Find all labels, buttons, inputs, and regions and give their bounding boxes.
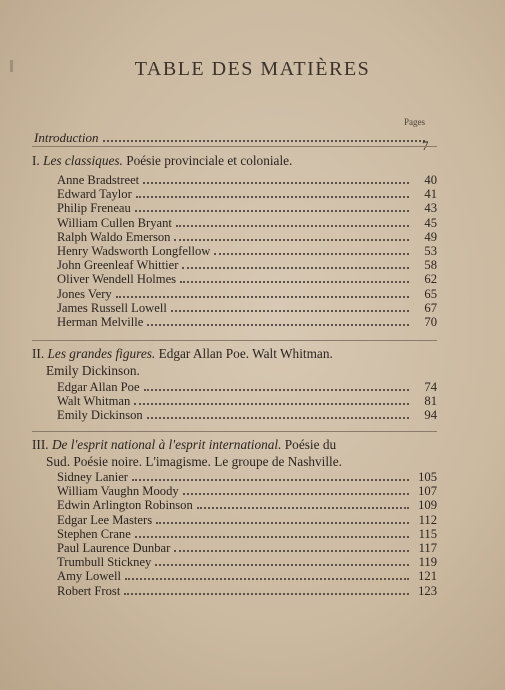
- entry-name: Stephen Crane: [57, 526, 131, 541]
- entry-page: 58: [424, 258, 437, 273]
- toc-entry[interactable]: [57, 315, 437, 329]
- toc-entry[interactable]: [57, 555, 437, 569]
- entry-name: Walt Whitman: [57, 394, 131, 409]
- toc-entry[interactable]: [57, 584, 437, 598]
- entry-page: 121: [418, 569, 437, 584]
- entry-name: Edgar Allan Poe: [57, 380, 140, 394]
- toc-entry[interactable]: [57, 173, 437, 187]
- entry-page: 40: [424, 173, 437, 187]
- entry-page: 70: [424, 314, 437, 329]
- entry-page: 45: [424, 215, 437, 230]
- entry-page: 7: [422, 138, 429, 153]
- entry-name: Edwin Arlington Robinson: [57, 498, 193, 513]
- entry-page: 65: [424, 286, 437, 301]
- entry-page: 94: [424, 408, 437, 423]
- section-entries: [57, 380, 437, 423]
- section-number: II.: [32, 346, 45, 361]
- leader-dots: [132, 479, 409, 481]
- section-title: De l'esprit national à l'esprit international.: [51, 437, 282, 452]
- entry-name: Ralph Waldo Emerson: [57, 229, 171, 244]
- leader-dots: [134, 403, 409, 405]
- toc-entry[interactable]: [57, 498, 437, 512]
- leader-dots: [183, 493, 409, 495]
- toc-entry[interactable]: [57, 258, 437, 272]
- entry-page: 67: [424, 300, 437, 315]
- entry-name: William Vaughn Moody: [57, 484, 179, 499]
- entry-name: Emily Dickinson: [57, 408, 143, 423]
- toc-entry[interactable]: [57, 569, 437, 583]
- entry-name: Oliver Wendell Holmes: [57, 272, 177, 287]
- leader-dots: [180, 281, 409, 283]
- toc-entry[interactable]: [57, 470, 437, 484]
- toc-entry[interactable]: [57, 216, 437, 230]
- entry-page: 81: [424, 394, 437, 409]
- section-divider: [32, 431, 437, 432]
- section-title: Les classiques.: [43, 153, 123, 168]
- entry-page: 109: [418, 498, 437, 513]
- toc-entry[interactable]: [57, 380, 437, 394]
- section-divider: [32, 146, 437, 147]
- entry-page: 117: [418, 540, 437, 555]
- toc-entry[interactable]: [57, 230, 437, 244]
- entry-name: Anne Bradstreet: [57, 173, 140, 187]
- entry-page: 74: [424, 380, 437, 394]
- entry-page: 41: [424, 187, 437, 202]
- toc-entry[interactable]: [57, 484, 437, 498]
- leader-dots: [136, 196, 409, 198]
- entry-name: Philip Freneau: [57, 201, 131, 216]
- entry-name: Amy Lowell: [57, 569, 122, 584]
- entry-page: 49: [424, 229, 437, 244]
- entry-page: 43: [424, 201, 437, 216]
- entry-name: Henry Wadsworth Longfellow: [57, 243, 211, 258]
- leader-dots: [144, 389, 409, 391]
- leader-dots: [171, 310, 409, 312]
- toc-entry-introduction[interactable]: [34, 130, 429, 153]
- leader-dots: [147, 324, 409, 326]
- entry-label: Introduction: [34, 130, 99, 145]
- toc-entry[interactable]: [57, 287, 437, 301]
- entry-name: Robert Frost: [57, 583, 121, 598]
- pages-column-label: Pages: [404, 117, 425, 127]
- toc-entry[interactable]: [57, 541, 437, 555]
- section-divider: [32, 340, 437, 341]
- leader-dots: [156, 522, 409, 524]
- entry-name: Trumbull Stickney: [57, 555, 152, 570]
- section-subtitle: Poésie provinciale et coloniale.: [126, 153, 293, 168]
- toc-entry[interactable]: [57, 394, 437, 408]
- entry-page: 53: [424, 243, 437, 258]
- leader-dots: [147, 417, 409, 419]
- entry-name: Sidney Lanier: [57, 470, 128, 484]
- leader-dots: [116, 296, 409, 298]
- leader-dots: [155, 564, 409, 566]
- toc-entry[interactable]: [57, 301, 437, 315]
- section-number: I.: [32, 153, 40, 168]
- entry-name: Herman Melville: [57, 314, 144, 329]
- section-subtitle: Edgar Allan Poe. Walt Whitman.: [158, 346, 333, 361]
- entry-page: 115: [418, 526, 437, 541]
- entry-page: 112: [418, 512, 437, 527]
- leader-dots: [214, 253, 409, 255]
- leader-dots: [103, 140, 425, 142]
- toc-entry[interactable]: [57, 272, 437, 286]
- entry-page: 119: [418, 555, 437, 570]
- leader-dots: [174, 239, 409, 241]
- leader-dots: [143, 182, 409, 184]
- entry-name: Paul Laurence Dunbar: [57, 540, 171, 555]
- leader-dots: [135, 536, 409, 538]
- section-entries: [57, 173, 437, 329]
- leader-dots: [182, 267, 409, 269]
- leader-dots: [124, 593, 409, 595]
- leader-dots: [197, 507, 409, 509]
- entry-name: Edward Taylor: [57, 187, 132, 202]
- section-subtitle-continued: Sud. Poésie noire. L'imagisme. Le groupe de Nashville.: [46, 454, 342, 469]
- leader-dots: [135, 210, 409, 212]
- section-heading: [32, 345, 432, 379]
- entry-name: John Greenleaf Whittier: [57, 258, 179, 273]
- toc-entry[interactable]: [57, 527, 437, 541]
- toc-entry[interactable]: [57, 244, 437, 258]
- toc-entry[interactable]: [57, 187, 437, 201]
- toc-entry[interactable]: [57, 408, 437, 422]
- page-title: TABLE DES MATIÈRES: [134, 58, 371, 80]
- entry-name: Jones Very: [57, 286, 112, 301]
- toc-entry[interactable]: [57, 201, 437, 215]
- entry-page: 107: [418, 484, 437, 499]
- entry-name: Edgar Lee Masters: [57, 512, 153, 527]
- entry-name: James Russell Lowell: [57, 300, 167, 315]
- section-heading: [32, 436, 432, 470]
- entry-page: 105: [418, 470, 437, 484]
- leader-dots: [176, 225, 409, 227]
- leader-dots: [174, 550, 409, 552]
- entry-page: 62: [424, 272, 437, 287]
- section-subtitle-continued: Emily Dickinson.: [46, 363, 140, 378]
- leader-dots: [125, 578, 409, 580]
- section-number: III.: [32, 437, 49, 452]
- section-subtitle: Poésie du: [284, 437, 337, 452]
- toc-entry[interactable]: [57, 513, 437, 527]
- section-title: Les grandes figures.: [47, 346, 156, 361]
- section-entries: [57, 470, 437, 598]
- section-heading: [32, 152, 432, 169]
- entry-name: William Cullen Bryant: [57, 215, 172, 230]
- entry-page: 123: [418, 583, 437, 598]
